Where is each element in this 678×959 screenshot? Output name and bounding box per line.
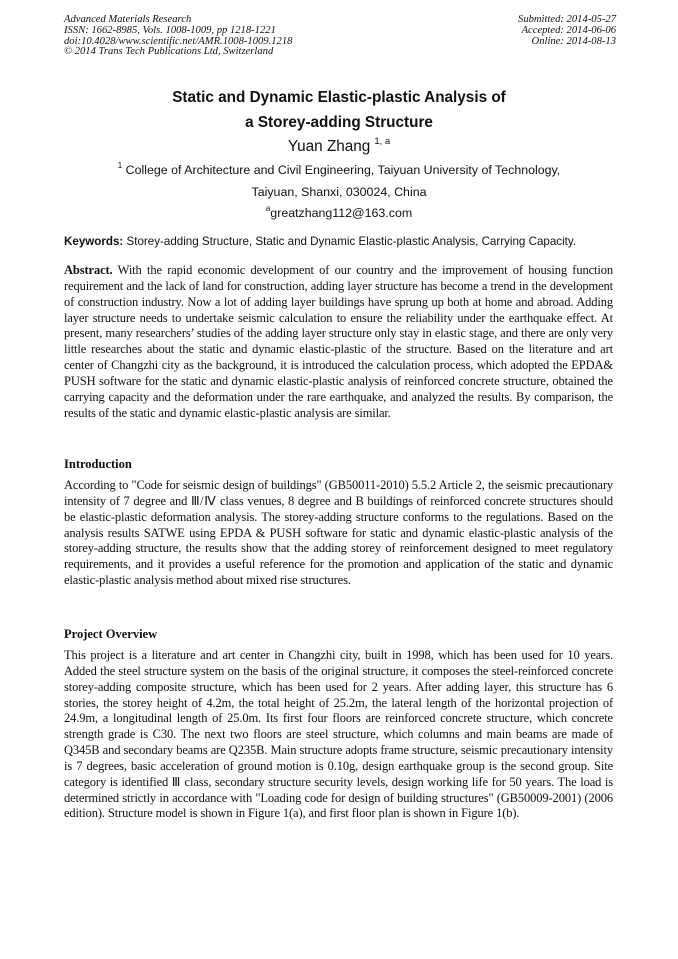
affiliation-line-1 bbox=[0, 163, 678, 177]
affiliation-line-2: Taiyuan, Shanxi, 030024, China bbox=[251, 185, 427, 199]
email-address: greatzhang112@163.com bbox=[270, 206, 413, 220]
online-date: Online: 2014-08-13 bbox=[531, 35, 616, 47]
paper-title-line-2: a Storey-adding Structure bbox=[245, 114, 433, 131]
journal-name: Advanced Materials Research bbox=[64, 14, 192, 25]
abstract-label: Abstract. bbox=[64, 263, 113, 277]
affiliation-marker: 1 bbox=[117, 161, 123, 170]
author-name: Yuan Zhang bbox=[287, 138, 371, 155]
accepted-date: Accepted: 2014-06-06 bbox=[521, 24, 616, 36]
project-overview-text: This project is a literature and art center in Changzhi city, built in 1998, which has been used for 10 years. Added the steel structure system on the basis of the original structure, it composes the steel-reinforced concrete storey-adding composite structure, which has been used for 2 years. After adding layer, this structure has 6 stories, the storey height of 4.2m, the total height of 25.2m, the lateral length of the horizontal projection of 24.9m, a longitudinal length of 25.0m. Its first four floors are reinforced concrete structure, which concrete strength grade is C30. The next two floors are steel structure, which columns and main beams are made of Q345B and secondary beams are Q235B. Main structure adopts frame structure, seismic precautionary intensity is 7 degrees, basic acceleration of ground motion is 0.10g, design earthquake group is the second group. Site category is identified Ⅲ class, secondary structure security levels, design working life for 50 years. The load is determined strictly in accordance with "Loading code for design of building structures" (GB50009-2001) (2006 edition). Structure model is shown in Figure 1(a), and first floor plan is shown in Figure 1(b). bbox=[64, 648, 613, 821]
project-overview-heading: Project Overview bbox=[64, 627, 158, 641]
keywords-text: Storey-adding Structure, Static and Dynamic Elastic-plastic Analysis, Carrying Capacity. bbox=[126, 235, 577, 248]
keywords-label: Keywords: bbox=[64, 235, 124, 248]
keywords bbox=[64, 235, 624, 248]
doi-line: doi:10.4028/www.scientific.net/AMR.1008-1009.1218 bbox=[64, 35, 293, 47]
submitted-date: Submitted: 2014-05-27 bbox=[518, 14, 616, 25]
author-email bbox=[0, 206, 678, 220]
author bbox=[0, 138, 678, 156]
author-superscript: 1, a bbox=[374, 136, 391, 147]
abstract-text: With the rapid economic development of our country and the improvement of housing function requirement and the lack of land for construction, adding layer structure has become a trend in the development of construction industry. Now a lot of adding layer buildings have sprung up both at home and abroad. Adding layer structure needs to undertake seismic calculation to ensure the reliability under the earthquake effect. At present, many researchers’ studies of the adding layer structure only stay in elastic stage, and there are only very little researches about the static and dynamic elastic-plastic of the structure. Based on the literature and art center of Changzhi city as the background, it is introduced the calculation process, which adopted the EPDA& PUSH software for the static and dynamic elastic-plastic analysis of reinforced concrete structure, obtained the carrying capacity and the deformation under the rare earthquake, and analyzed the results. By comparison, the results of the static and dynamic elastic-plastic analysis are similar. bbox=[64, 263, 614, 420]
introduction-text: According to "Code for seismic design of buildings" (GB50011-2010) 5.5.2 Article 2, the seismic precautionary intensity of 7 degree and Ⅲ/Ⅳ class venues, 8 degree and B buildings of reinforced concrete structures should be elastic-plastic deformation analysis. The storey-adding structure conforms to the regulations. Based on the analysis results SATWE using EPDA & PUSH software for static and dynamic elastic-plastic analysis of the storey-adding structure, the results show that the adding storey of reinforcement designed to meet regulatory requirements, and it provides a useful reference for the promotion and application of the static and dynamic elastic-plastic analysis method about mixed rise structures. bbox=[64, 478, 613, 588]
affiliation-text-1: College of Architecture and Civil Engineering, Taiyuan University of Technology, bbox=[125, 163, 561, 177]
dates-header bbox=[518, 15, 616, 47]
issn-line: ISSN: 1662-8985, Vols. 1008-1009, pp 1218-1221 bbox=[64, 24, 276, 36]
journal-header bbox=[64, 15, 292, 58]
email-marker: a bbox=[265, 204, 271, 213]
copyright-line: © 2014 Trans Tech Publications Ltd, Switzerland bbox=[64, 46, 274, 58]
paper-title-line-1: Static and Dynamic Elastic-plastic Analysis of bbox=[172, 89, 506, 106]
introduction-heading: Introduction bbox=[64, 457, 132, 471]
abstract bbox=[64, 263, 613, 421]
